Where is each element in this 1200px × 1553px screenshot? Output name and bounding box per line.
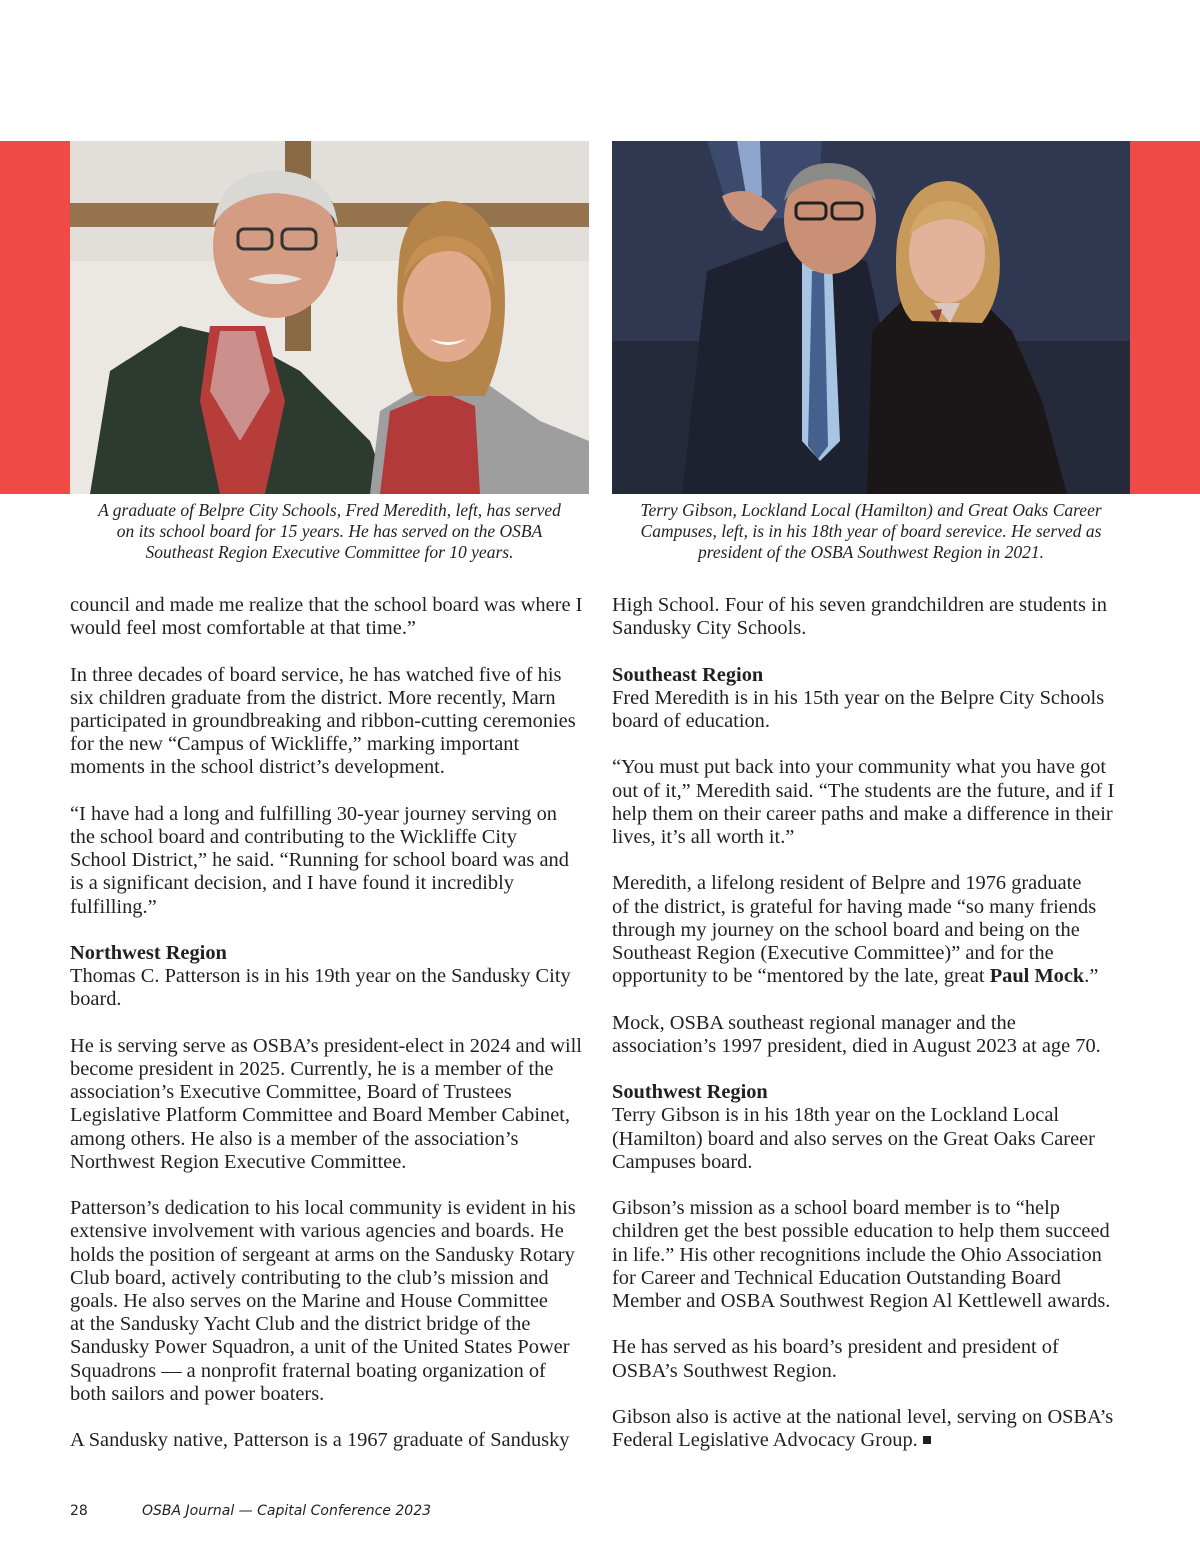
paragraph: Gibson’s mission as a school board member is to “help children get the best possible education to help them succeed in life.” His other recognitions include the Ohio Association for Career and Technical Education Outstanding Board Member and OSBA Southwest Region Al Kettlewell awards. — [612, 1197, 1111, 1312]
accent-band-left — [0, 141, 70, 494]
photo-gibson — [612, 141, 1130, 494]
paragraph-final — [612, 1406, 1134, 1452]
paragraph: “I have had a long and fulfilling 30-year journey serving on the school board and contributing to the Wickliffe City School District,” he said. “Running for school board was and is a significant decision, and I have found it incredibly fulfilling.” — [70, 802, 569, 918]
photo-meredith-image — [70, 141, 589, 494]
section-southeast — [612, 664, 1134, 734]
article-column-right — [612, 594, 1134, 1476]
paragraph: Mock, OSBA southeast regional manager and the association’s 1997 president, died in August 2023 at age 70. — [612, 1011, 1101, 1057]
paragraph: Patterson’s dedication to his local community is evident in his extensive involvement with various agencies and boards. He holds the position of sergeant at arms on the Sandusky Rotary Club board, actively contributing to the club’s mission and goals. He also serves on the Marine and House Committee at the Sandusky Yacht Club and the district bridge of the Sandusky Power Squadron, a unit of the United States Power Squadrons — a nonprofit fraternal boating organization of both sailors and power boaters. — [70, 1197, 576, 1405]
paragraph: A Sandusky native, Patterson is a 1967 graduate of Sandusky — [70, 1429, 570, 1452]
paragraph-text: Meredith, a lifelong resident of Belpre and 1976 graduate of the district, is grateful for having made “so many friends through my journey on the school board and being on the Southeast Region (Executive Committee)” and for the opportunity to be “mentored by the late, great — [612, 872, 1097, 988]
section-southwest — [612, 1081, 1134, 1174]
section-heading-southeast: Southeast Region — [612, 663, 764, 686]
caption-text: A graduate of Belpre City Schools, Fred Meredith, left, has served on its school board for 15 years. He has served on the OSBA Southeast Region Executive Committee for 10 years. — [98, 500, 561, 562]
section-northwest — [70, 942, 590, 1012]
paragraph-text: .” — [1084, 965, 1099, 988]
paragraph: He is serving serve as OSBA’s president-elect in 2024 and will become president in 2025. Currently, he is a member of the association’s Executive Committee, Board of Trustees Legislative Platform Committee and Board Member Cabinet, among others. He also is a member of the association’s Northwest Region Executive Committee. — [70, 1034, 582, 1173]
journal-title: OSBA Journal — Capital Conference 2023 — [142, 1503, 432, 1519]
caption-text: Terry Gibson, Lockland Local (Hamilton) and Great Oaks Career Campuses, left, is in his 18th year of board serevice. He served as president of the OSBA Southwest Region in 2021. — [640, 500, 1102, 562]
accent-band-right — [1130, 141, 1200, 494]
photo-caption-meredith — [70, 500, 589, 563]
page-number: 28 — [70, 1503, 88, 1519]
paragraph: “You must put back into your community what you have got out of it,” Meredith said. “The students are the future, and if I help them on their career paths and make a difference in their lives, it’s all worth it.” — [612, 756, 1115, 848]
paragraph-text: Gibson also is active at the national level, serving on OSBA’s Federal Legislative Advocacy Group. — [612, 1405, 1114, 1452]
bold-name: Paul Mock — [989, 965, 1085, 988]
paragraph: Fred Meredith is in his 15th year on the Belpre City Schools board of education. — [612, 686, 1105, 732]
paragraph: High School. Four of his seven grandchildren are students in Sandusky City Schools. — [612, 594, 1107, 640]
paragraph: Thomas C. Patterson is in his 19th year on the Sandusky City board. — [70, 965, 571, 1011]
section-heading-northwest: Northwest Region — [70, 942, 227, 964]
section-heading-southwest: Southwest Region — [612, 1081, 768, 1104]
paragraph — [612, 872, 1134, 988]
photo-meredith — [70, 141, 589, 494]
paragraph: council and made me realize that the school board was where I would feel most comfortable at that time.” — [70, 594, 583, 640]
end-of-article-mark — [923, 1436, 931, 1444]
paragraph: He has served as his board’s president and president of OSBA’s Southwest Region. — [612, 1336, 1059, 1382]
paragraph: In three decades of board service, he has watched five of his six children graduate from the district. More recently, Marn participated in groundbreaking and ribbon-cutting ceremonies for the new “Campus of Wickliffe,” marking important moments in the school district’s development. — [70, 663, 576, 779]
article-column-left — [70, 594, 590, 1476]
photo-gibson-image — [612, 141, 1130, 494]
page-footer — [70, 1503, 431, 1519]
paragraph: Terry Gibson is in his 18th year on the Lockland Local (Hamilton) board and also serves on the Great Oaks Career Campuses board. — [612, 1104, 1095, 1173]
photo-caption-gibson — [612, 500, 1130, 563]
